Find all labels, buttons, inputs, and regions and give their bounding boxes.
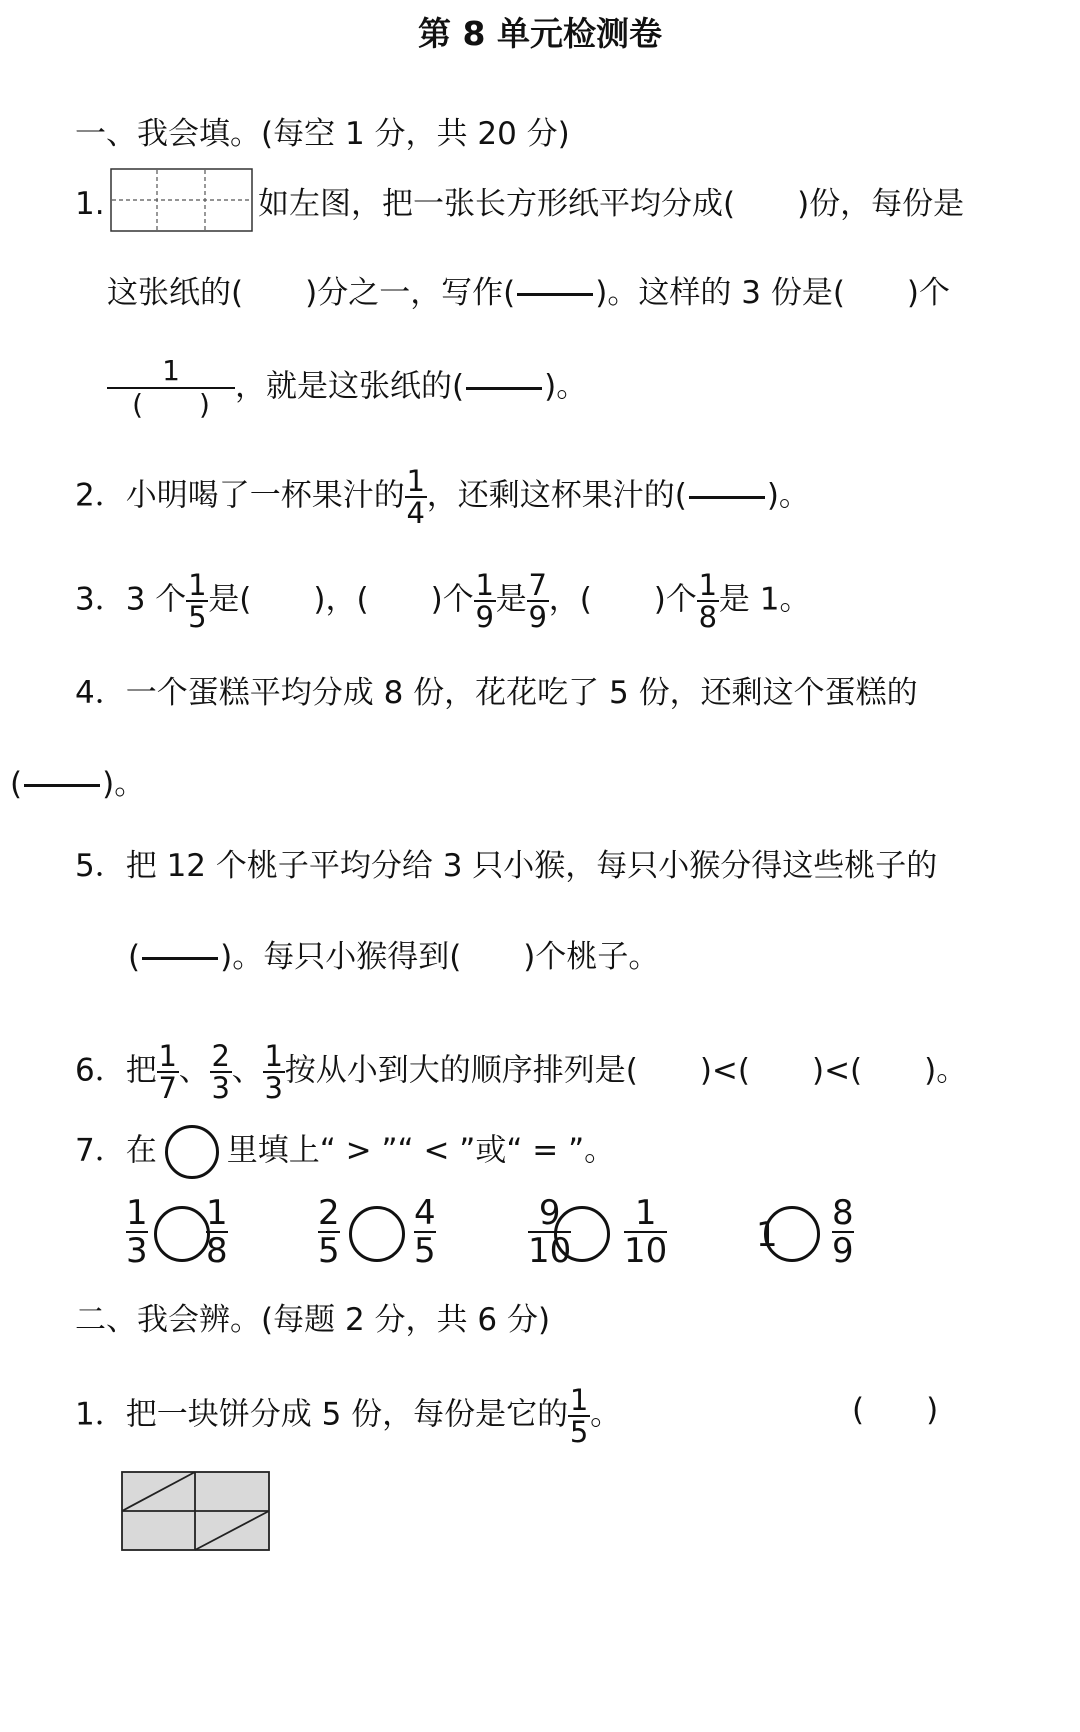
fraction-denominator: 10 xyxy=(528,1231,572,1271)
fraction-numerator: 1 xyxy=(188,568,207,602)
section1-heading: 一、我会填。(每空 1 分，共 20 分) xyxy=(75,116,570,152)
q1-fraction-denominator[interactable]: ( ) xyxy=(132,388,210,421)
q6-separator: 、 xyxy=(231,1052,263,1089)
cmp1-right-fraction xyxy=(206,1193,228,1271)
q3-text-4: ，( )个 xyxy=(548,581,697,618)
s2-q1-fraction xyxy=(568,1385,590,1447)
fraction-denominator: 3 xyxy=(126,1231,148,1271)
q3-text-5: 是 1。 xyxy=(718,581,811,618)
fraction-numerator: 1 xyxy=(406,464,425,498)
q5-line2-text: )。每只小猴得到( )个桃子。 xyxy=(220,939,660,975)
q2-end: )。 xyxy=(766,477,810,514)
q6-fraction-1 xyxy=(157,1041,179,1103)
cake-diagram xyxy=(120,1470,272,1554)
compare-circle-icon xyxy=(165,1125,219,1179)
q6-fraction-2 xyxy=(210,1041,232,1103)
fraction-denominator: 5 xyxy=(318,1231,340,1271)
fraction-blank[interactable] xyxy=(142,957,218,960)
fraction-blank[interactable] xyxy=(24,784,100,787)
section2-heading: 二、我会辨。(每题 2 分，共 6 分) xyxy=(75,1302,551,1338)
fraction-denominator: 9 xyxy=(475,600,494,634)
q1-line1: 如左图，把一张长方形纸平均分成( )份，每份是 xyxy=(258,186,965,222)
fraction-blank[interactable] xyxy=(689,496,765,499)
q1-line2-text: 这张纸的( )分之一，写作( xyxy=(107,275,516,311)
fraction-denominator: 10 xyxy=(624,1231,668,1271)
q1-line2-text-b: )。这样的 3 份是( )个 xyxy=(595,275,951,311)
q6-separator: 、 xyxy=(178,1052,210,1089)
q1-fraction xyxy=(107,355,235,421)
fraction-denominator: 8 xyxy=(698,600,718,634)
fraction-numerator: 8 xyxy=(832,1193,854,1233)
q5-line1: 5．把 12 个桃子平均分给 3 只小猴，每只小猴分得这些桃子的 xyxy=(75,848,938,884)
q3-fraction-4 xyxy=(697,570,719,632)
compare-answer-circle[interactable] xyxy=(154,1206,210,1262)
fraction-denominator: 5 xyxy=(188,600,207,634)
compare-answer-circle[interactable] xyxy=(764,1206,820,1262)
q6-text-2: 按从小到大的顺序排列是( )<( )<( )。 xyxy=(284,1052,968,1089)
q3-text-1: 3．3 个 xyxy=(75,581,187,618)
fraction-numerator: 1 xyxy=(264,1039,283,1073)
s2-q1 xyxy=(75,1385,621,1447)
q3-text-2: 是( )，( )个 xyxy=(208,581,474,618)
q1-number: 1. xyxy=(75,186,105,222)
q6-text-1: 6．把 xyxy=(75,1052,157,1089)
q3-fraction-3 xyxy=(527,570,549,632)
fraction-denominator: 3 xyxy=(211,1071,230,1105)
fraction-numerator: 2 xyxy=(211,1039,230,1073)
q1-line3-end: )。 xyxy=(544,368,588,405)
fraction-denominator: 8 xyxy=(206,1231,228,1271)
fraction-numerator: 1 xyxy=(475,568,494,602)
fraction-blank[interactable] xyxy=(466,387,542,390)
q2-prefix: 2．小明喝了一杯果汁的 xyxy=(75,477,405,514)
fraction-denominator: 9 xyxy=(832,1231,854,1271)
cmp2-left-fraction xyxy=(318,1193,340,1271)
q6 xyxy=(75,1041,967,1103)
q7-text-2: 里填上“ > ”“ < ”或“ = ”。 xyxy=(226,1132,616,1169)
fraction-denominator: 3 xyxy=(264,1071,283,1105)
fraction-numerator: 1 xyxy=(569,1383,589,1417)
q2-fraction xyxy=(405,466,427,528)
q2-suffix: ，还剩这杯果汁的( xyxy=(426,477,687,514)
fraction-denominator: 7 xyxy=(158,1071,177,1105)
fraction-numerator: 9 xyxy=(538,1193,561,1233)
q6-fraction-3 xyxy=(263,1041,285,1103)
cmp4-left-whole: 1 xyxy=(756,1215,778,1255)
fraction-numerator: 1 xyxy=(698,568,718,602)
fraction-numerator: 1 xyxy=(126,1193,148,1233)
q2 xyxy=(75,466,810,528)
cmp2-right-fraction xyxy=(414,1193,436,1271)
q7-text-1: 7．在 xyxy=(75,1132,157,1169)
s2-q1-answer-blank[interactable]: ( ) xyxy=(852,1392,939,1428)
q7-instruction xyxy=(75,1125,615,1179)
fraction-denominator: 5 xyxy=(569,1415,589,1449)
q4-line1: 4．一个蛋糕平均分成 8 份，花花吃了 5 份，还剩这个蛋糕的 xyxy=(75,675,918,711)
q5-line2 xyxy=(128,937,659,977)
compare-answer-circle[interactable] xyxy=(349,1206,405,1262)
fraction-numerator: 2 xyxy=(318,1193,340,1233)
fraction-numerator: 7 xyxy=(528,568,547,602)
fraction-numerator: 1 xyxy=(158,1039,177,1073)
q5-open-paren: ( xyxy=(128,939,141,975)
compare-answer-circle[interactable] xyxy=(554,1206,610,1262)
cmp4-right-fraction xyxy=(832,1193,854,1271)
q1-line3-text: ，就是这张纸的( xyxy=(235,368,465,405)
q1-line2 xyxy=(107,273,950,313)
fraction-denominator: 4 xyxy=(406,496,425,530)
fraction-numerator: 1 xyxy=(634,1193,657,1233)
q4-end: )。 xyxy=(102,766,146,802)
q1-line3 xyxy=(107,355,587,421)
q3-fraction-1 xyxy=(186,570,208,632)
q4-open-paren: ( xyxy=(10,766,23,802)
s2-q1-suffix: 。 xyxy=(590,1396,622,1433)
fraction-numerator: 4 xyxy=(414,1193,436,1233)
fraction-denominator: 9 xyxy=(528,600,547,634)
fraction-numerator: 1 xyxy=(206,1193,228,1233)
page-title: 第 8 单元检测卷 xyxy=(418,14,662,53)
q4-line2 xyxy=(10,764,145,804)
q3-fraction-2 xyxy=(474,570,496,632)
q1-fraction-numerator: 1 xyxy=(162,354,180,387)
fraction-denominator: 5 xyxy=(414,1231,436,1271)
s2-q1-prefix: 1．把一块饼分成 5 份，每份是它的 xyxy=(75,1396,569,1433)
fraction-blank[interactable] xyxy=(517,293,593,296)
cmp1-left-fraction xyxy=(126,1193,148,1271)
q3 xyxy=(75,570,810,632)
cmp3-right-fraction xyxy=(624,1193,668,1271)
paper-diagram xyxy=(110,168,254,234)
q3-text-3: 是 xyxy=(495,581,527,618)
